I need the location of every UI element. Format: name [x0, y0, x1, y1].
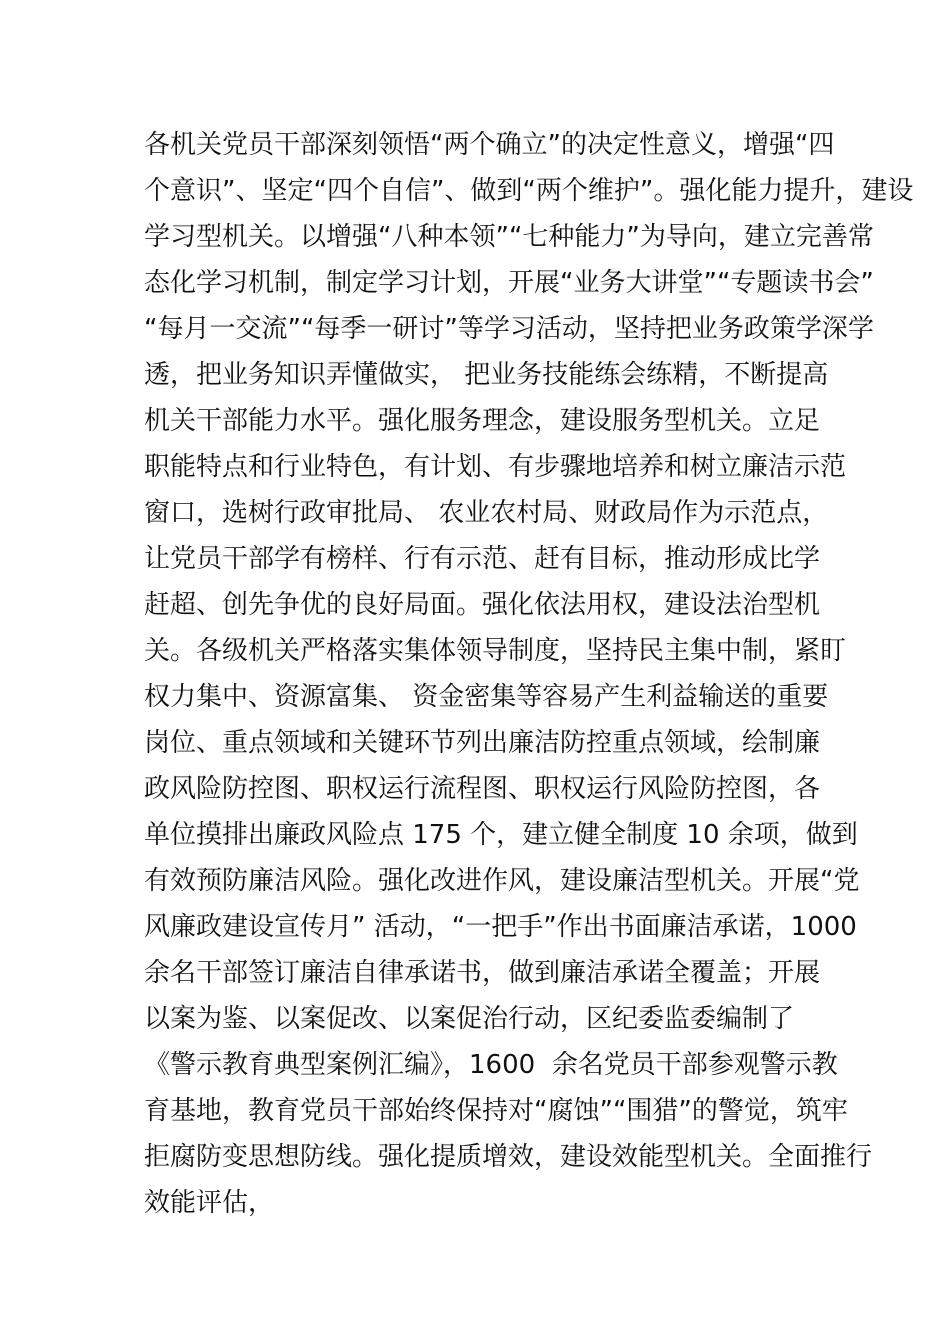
text-line: 拒腐防变思想防线。强化提质增效，建设效能型机关。全面推行	[144, 1142, 873, 1172]
text-line: 岗位、重点领域和关键环节列出廉洁防控重点领域，绘制廉	[144, 728, 821, 758]
text-line: 余名干部签订廉洁自律承诺书，做到廉洁承诺全覆盖；开展	[144, 958, 821, 988]
text-line: “每月一交流”“每季一研讨”等学习活动，坚持把业务政策学深学	[144, 314, 874, 344]
text-line: 态化学习机制，制定学习计划，开展“业务大讲堂”“专题读书会”	[144, 268, 874, 298]
text-line: 个意识”、坚定“四个自信”、做到“两个维护”。强化能力提升，建设	[144, 176, 914, 206]
text-line: 各机关党员干部深刻领悟“两个确立”的决定性意义，增强“四	[144, 130, 835, 160]
text-line: 《警示教育典型案例汇编》，1600 余名党员干部参观警示教	[144, 1050, 838, 1080]
text-line: 关。各级机关严格落实集体领导制度，坚持民主集中制，紧盯	[144, 636, 847, 666]
text-line: 让党员干部学有榜样、行有示范、赶有目标，推动形成比学	[144, 544, 821, 574]
text-line: 赶超、创先争优的良好局面。强化依法用权，建设法治型机	[144, 590, 821, 620]
text-line: 效能评估，	[144, 1188, 275, 1218]
text-line: 育基地，教育党员干部始终保持对“腐蚀”“围猎”的警觉，筑牢	[144, 1096, 848, 1126]
text-line: 权力集中、资源富集、 资金密集等容易产生利益输送的重要	[144, 682, 829, 712]
text-line: 职能特点和行业特色，有计划、有步骤地培养和树立廉洁示范	[144, 452, 847, 482]
text-line: 透，把业务知识弄懂做实， 把业务技能练会练精，不断提高	[144, 360, 829, 390]
text-line: 以案为鉴、以案促改、以案促治行动，区纪委监委编制了	[144, 1004, 795, 1034]
text-line: 有效预防廉洁风险。强化改进作风，建设廉洁型机关。开展“党	[144, 866, 860, 896]
text-line: 学习型机关。以增强“八种本领”“七种能力”为导向，建立完善常	[144, 222, 874, 252]
text-line: 机关干部能力水平。强化服务理念，建设服务型机关。立足	[144, 406, 821, 436]
text-line: 风廉政建设宣传月” 活动，“一把手”作出书面廉洁承诺，1000	[144, 912, 857, 942]
text-line: 窗口，选树行政审批局、 农业农村局、财政局作为示范点，	[144, 498, 829, 528]
text-line: 单位摸排出廉政风险点 175 个，建立健全制度 10 余项，做到	[144, 820, 858, 850]
text-line: 政风险防控图、职权运行流程图、职权运行风险防控图，各	[144, 774, 821, 804]
